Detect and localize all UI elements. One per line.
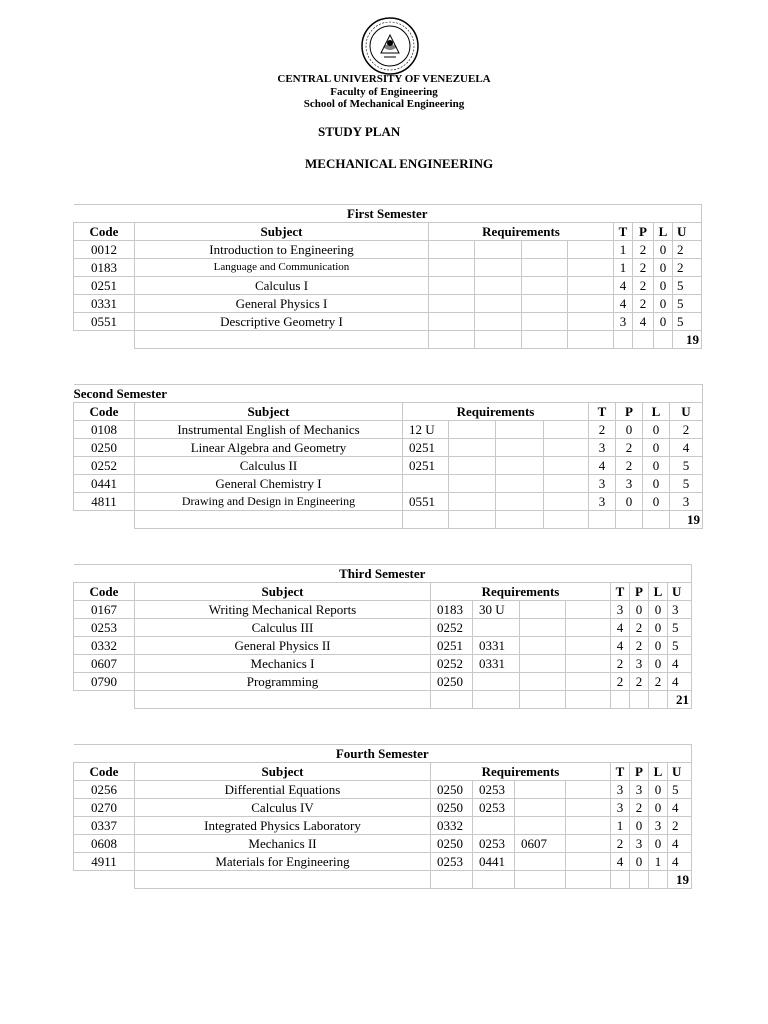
course-subject: Instrumental English of Mechanics	[135, 421, 403, 439]
program-title: MECHANICAL ENGINEERING	[305, 156, 494, 171]
code-header: Code	[74, 763, 135, 781]
hours-t: 4	[614, 277, 633, 295]
units-u: 2	[673, 259, 702, 277]
requirement	[429, 295, 475, 313]
total-units: 21	[668, 691, 692, 709]
course-code: 0253	[74, 619, 135, 637]
t-header: T	[614, 223, 633, 241]
hours-t: 4	[611, 637, 630, 655]
table-row	[74, 241, 702, 259]
requirement: 0250	[431, 835, 473, 853]
requirement	[566, 853, 611, 871]
units-u: 5	[670, 475, 703, 493]
requirement: 12 U	[403, 421, 449, 439]
requirement	[520, 673, 566, 691]
hours-l: 0	[643, 421, 670, 439]
semester-table-2	[73, 384, 703, 529]
course-subject: Writing Mechanical Reports	[135, 601, 431, 619]
course-subject: Calculus I	[135, 277, 429, 295]
units-u: 5	[673, 295, 702, 313]
course-code: 0252	[74, 457, 135, 475]
hours-t: 2	[611, 655, 630, 673]
requirement	[544, 457, 589, 475]
hours-t: 3	[614, 313, 633, 331]
table-row	[74, 259, 702, 277]
p-header: P	[633, 223, 654, 241]
units-u: 4	[668, 799, 692, 817]
semester-table-1	[73, 204, 702, 349]
requirement	[475, 295, 522, 313]
hours-t: 3	[589, 439, 616, 457]
requirement	[496, 475, 544, 493]
table-row	[74, 493, 703, 511]
table-row	[74, 835, 692, 853]
hours-p: 0	[616, 421, 643, 439]
requirement	[520, 637, 566, 655]
units-u: 5	[673, 277, 702, 295]
requirement	[544, 493, 589, 511]
hours-l: 0	[649, 601, 668, 619]
requirement	[566, 781, 611, 799]
units-u: 4	[668, 835, 692, 853]
total-units: 19	[673, 331, 702, 349]
requirement	[568, 277, 614, 295]
requirement	[475, 313, 522, 331]
course-code: 0551	[74, 313, 135, 331]
hours-t: 2	[589, 421, 616, 439]
hours-p: 2	[630, 637, 649, 655]
requirement	[568, 241, 614, 259]
course-subject: Mechanics II	[135, 835, 431, 853]
hours-l: 0	[649, 781, 668, 799]
requirement	[522, 277, 568, 295]
t-header: T	[611, 583, 630, 601]
requirement: 0253	[431, 853, 473, 871]
course-code: 0012	[74, 241, 135, 259]
course-subject: Programming	[135, 673, 431, 691]
requirement	[544, 439, 589, 457]
requirement	[566, 799, 611, 817]
requirement	[544, 421, 589, 439]
requirement	[403, 475, 449, 493]
p-header: P	[616, 403, 643, 421]
requirement: 0253	[473, 781, 515, 799]
requirement	[449, 493, 496, 511]
table-row	[74, 853, 692, 871]
hours-p: 2	[633, 259, 654, 277]
l-header: L	[649, 763, 668, 781]
units-u: 5	[668, 619, 692, 637]
course-subject: Calculus II	[135, 457, 403, 475]
hours-l: 0	[654, 295, 673, 313]
hours-l: 0	[649, 799, 668, 817]
semester-title: First Semester	[74, 205, 702, 223]
subject-header: Subject	[135, 223, 429, 241]
requirement: 0250	[431, 781, 473, 799]
hours-l: 0	[649, 835, 668, 853]
hours-l: 0	[649, 655, 668, 673]
u-header: U	[668, 763, 692, 781]
course-subject: General Chemistry I	[135, 475, 403, 493]
requirements-header: Requirements	[429, 223, 614, 241]
hours-p: 2	[630, 799, 649, 817]
course-code: 0608	[74, 835, 135, 853]
units-u: 5	[668, 637, 692, 655]
requirement	[544, 475, 589, 493]
course-code: 0607	[74, 655, 135, 673]
semester-table-3	[73, 564, 692, 709]
hours-l: 0	[649, 637, 668, 655]
hours-p: 0	[616, 493, 643, 511]
requirement	[566, 835, 611, 853]
hours-p: 2	[616, 439, 643, 457]
semester-title: Fourth Semester	[74, 745, 692, 763]
hours-l: 0	[643, 457, 670, 475]
requirements-header: Requirements	[403, 403, 589, 421]
l-header: L	[654, 223, 673, 241]
hours-l: 0	[654, 313, 673, 331]
table-row	[74, 421, 703, 439]
hours-p: 2	[633, 277, 654, 295]
course-subject: Materials for Engineering	[135, 853, 431, 871]
requirement	[429, 259, 475, 277]
table-row	[74, 817, 692, 835]
units-u: 5	[673, 313, 702, 331]
units-u: 2	[668, 817, 692, 835]
hours-t: 4	[589, 457, 616, 475]
units-u: 4	[668, 673, 692, 691]
requirement	[566, 619, 611, 637]
requirement	[475, 241, 522, 259]
l-header: L	[649, 583, 668, 601]
hours-l: 0	[643, 493, 670, 511]
course-subject: Calculus IV	[135, 799, 431, 817]
requirement	[568, 259, 614, 277]
study-plan-title: STUDY PLAN	[318, 124, 401, 139]
hours-t: 4	[611, 853, 630, 871]
course-code: 4911	[74, 853, 135, 871]
table-row	[74, 673, 692, 691]
l-header: L	[643, 403, 670, 421]
hours-p: 2	[633, 241, 654, 259]
course-code: 0167	[74, 601, 135, 619]
requirement	[515, 817, 566, 835]
hours-p: 3	[630, 781, 649, 799]
hours-l: 2	[649, 673, 668, 691]
subject-header: Subject	[135, 403, 403, 421]
requirement	[496, 493, 544, 511]
course-subject: Language and Communication	[135, 259, 429, 277]
requirement	[429, 277, 475, 295]
course-code: 0183	[74, 259, 135, 277]
requirement	[496, 421, 544, 439]
requirement	[566, 673, 611, 691]
hours-p: 0	[630, 853, 649, 871]
table-row	[74, 475, 703, 493]
requirement	[496, 439, 544, 457]
requirement	[449, 457, 496, 475]
requirement: 0332	[431, 817, 473, 835]
requirement: 0253	[473, 835, 515, 853]
requirement	[522, 295, 568, 313]
course-code: 0332	[74, 637, 135, 655]
course-subject: Mechanics I	[135, 655, 431, 673]
table-row	[74, 781, 692, 799]
course-code: 0108	[74, 421, 135, 439]
course-code: 0251	[74, 277, 135, 295]
t-header: T	[611, 763, 630, 781]
requirement: 0252	[431, 655, 473, 673]
hours-l: 0	[654, 259, 673, 277]
requirement	[522, 241, 568, 259]
table-row	[74, 439, 703, 457]
hours-t: 3	[611, 799, 630, 817]
requirement	[449, 421, 496, 439]
requirement	[566, 601, 611, 619]
semester-table-4	[73, 744, 692, 889]
requirement	[568, 295, 614, 313]
code-header: Code	[74, 583, 135, 601]
requirement: 0251	[403, 439, 449, 457]
requirement	[515, 853, 566, 871]
code-header: Code	[74, 403, 135, 421]
hours-p: 0	[630, 817, 649, 835]
hours-t: 1	[611, 817, 630, 835]
table-row	[74, 601, 692, 619]
faculty-name: Faculty of Engineering	[330, 86, 438, 98]
units-u: 4	[668, 655, 692, 673]
hours-t: 3	[589, 475, 616, 493]
requirement	[568, 313, 614, 331]
course-code: 0790	[74, 673, 135, 691]
hours-t: 3	[611, 781, 630, 799]
requirement: 0551	[403, 493, 449, 511]
p-header: P	[630, 763, 649, 781]
hours-l: 0	[643, 439, 670, 457]
requirement	[449, 439, 496, 457]
course-code: 0250	[74, 439, 135, 457]
table-row	[74, 799, 692, 817]
requirement: 0607	[515, 835, 566, 853]
requirement: 0250	[431, 799, 473, 817]
units-u: 5	[670, 457, 703, 475]
table-row	[74, 655, 692, 673]
hours-t: 4	[611, 619, 630, 637]
subject-header: Subject	[135, 583, 431, 601]
hours-t: 3	[589, 493, 616, 511]
total-units: 19	[668, 871, 692, 889]
table-row	[74, 457, 703, 475]
table-row	[74, 277, 702, 295]
requirement	[520, 601, 566, 619]
units-u: 2	[673, 241, 702, 259]
hours-l: 0	[643, 475, 670, 493]
units-u: 3	[668, 601, 692, 619]
university-seal-logo	[361, 17, 419, 75]
u-header: U	[673, 223, 702, 241]
requirement	[496, 457, 544, 475]
requirement: 0331	[473, 637, 520, 655]
u-header: U	[668, 583, 692, 601]
total-row	[74, 691, 692, 709]
hours-p: 2	[633, 295, 654, 313]
total-row	[74, 331, 702, 349]
table-row	[74, 637, 692, 655]
hours-p: 2	[616, 457, 643, 475]
school-name: School of Mechanical Engineering	[303, 98, 465, 110]
course-subject: Descriptive Geometry I	[135, 313, 429, 331]
requirement: 30 U	[473, 601, 520, 619]
hours-l: 1	[649, 853, 668, 871]
total-row	[74, 511, 703, 529]
total-units: 19	[670, 511, 703, 529]
hours-t: 4	[614, 295, 633, 313]
requirement	[522, 313, 568, 331]
requirement	[566, 817, 611, 835]
requirement	[515, 781, 566, 799]
hours-p: 0	[630, 601, 649, 619]
table-row	[74, 313, 702, 331]
requirement: 0253	[473, 799, 515, 817]
total-row	[74, 871, 692, 889]
course-subject: General Physics II	[135, 637, 431, 655]
code-header: Code	[74, 223, 135, 241]
units-u: 4	[670, 439, 703, 457]
course-code: 4811	[74, 493, 135, 511]
requirement: 0251	[403, 457, 449, 475]
requirements-header: Requirements	[431, 583, 611, 601]
requirement	[520, 619, 566, 637]
requirement: 0251	[431, 637, 473, 655]
course-subject: Drawing and Design in Engineering	[135, 493, 403, 511]
course-subject: Linear Algebra and Geometry	[135, 439, 403, 457]
course-code: 0441	[74, 475, 135, 493]
course-code: 0256	[74, 781, 135, 799]
requirement	[473, 673, 520, 691]
requirement: 0441	[473, 853, 515, 871]
hours-l: 3	[649, 817, 668, 835]
hours-t: 2	[611, 835, 630, 853]
requirements-header: Requirements	[431, 763, 611, 781]
course-subject: Calculus III	[135, 619, 431, 637]
course-code: 0337	[74, 817, 135, 835]
hours-t: 1	[614, 259, 633, 277]
requirement	[475, 259, 522, 277]
hours-l: 0	[649, 619, 668, 637]
hours-p: 3	[630, 835, 649, 853]
course-code: 0270	[74, 799, 135, 817]
hours-t: 3	[611, 601, 630, 619]
hours-p: 2	[630, 619, 649, 637]
units-u: 2	[670, 421, 703, 439]
requirement	[475, 277, 522, 295]
semester-title: Third Semester	[74, 565, 692, 583]
requirement	[566, 637, 611, 655]
u-header: U	[670, 403, 703, 421]
requirement	[520, 655, 566, 673]
units-u: 4	[668, 853, 692, 871]
course-code: 0331	[74, 295, 135, 313]
course-subject: Integrated Physics Laboratory	[135, 817, 431, 835]
hours-p: 3	[630, 655, 649, 673]
requirement: 0331	[473, 655, 520, 673]
hours-l: 0	[654, 277, 673, 295]
subject-header: Subject	[135, 763, 431, 781]
requirement	[429, 241, 475, 259]
requirement	[429, 313, 475, 331]
hours-p: 3	[616, 475, 643, 493]
t-header: T	[589, 403, 616, 421]
university-name: CENTRAL UNIVERSITY OF VENEZUELA	[277, 73, 491, 85]
course-subject: General Physics I	[135, 295, 429, 313]
p-header: P	[630, 583, 649, 601]
requirement	[449, 475, 496, 493]
course-subject: Differential Equations	[135, 781, 431, 799]
table-row	[74, 295, 702, 313]
requirement: 0183	[431, 601, 473, 619]
requirement	[515, 799, 566, 817]
units-u: 5	[668, 781, 692, 799]
units-u: 3	[670, 493, 703, 511]
requirement: 0250	[431, 673, 473, 691]
course-subject: Introduction to Engineering	[135, 241, 429, 259]
hours-p: 4	[633, 313, 654, 331]
hours-t: 2	[611, 673, 630, 691]
requirement	[473, 817, 515, 835]
requirement	[566, 655, 611, 673]
table-row	[74, 619, 692, 637]
hours-t: 1	[614, 241, 633, 259]
requirement	[473, 619, 520, 637]
requirement: 0252	[431, 619, 473, 637]
semester-title: Second Semester	[74, 385, 703, 403]
hours-p: 2	[630, 673, 649, 691]
hours-l: 0	[654, 241, 673, 259]
requirement	[522, 259, 568, 277]
